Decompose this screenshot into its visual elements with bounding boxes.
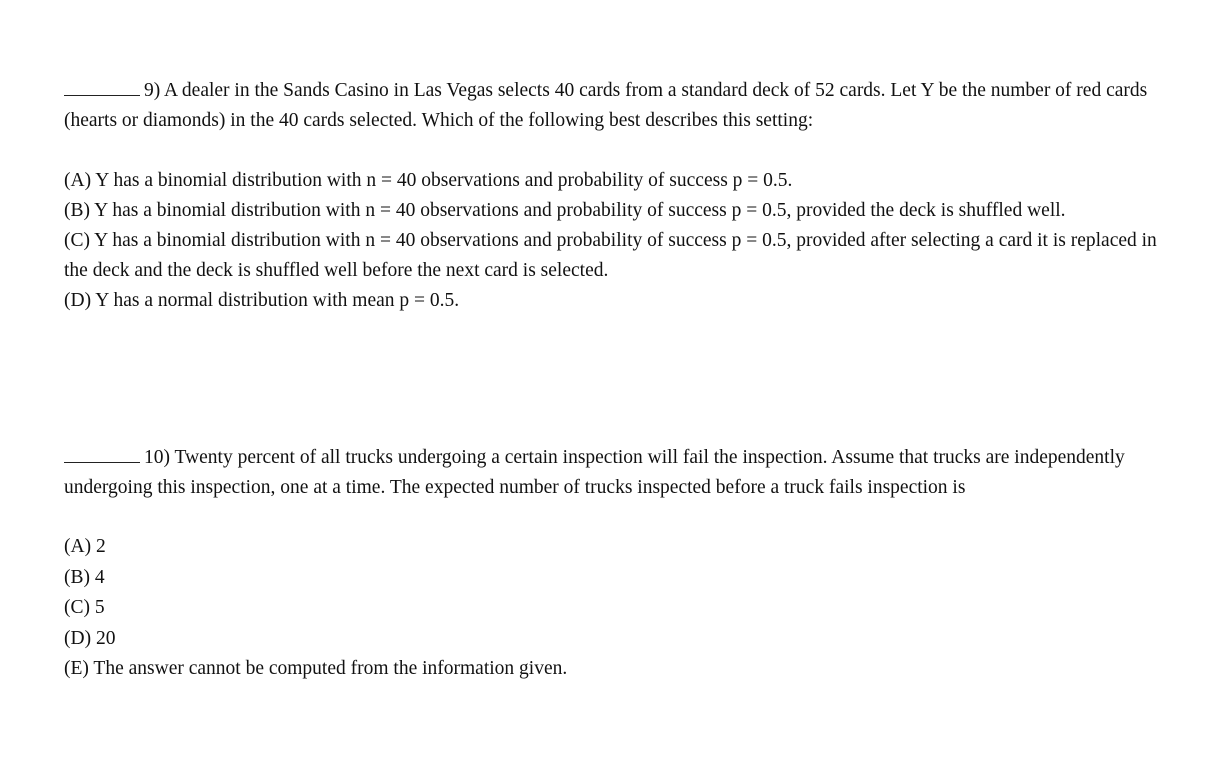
option-d: (D) 20 (64, 627, 116, 649)
option-a: (A) 2 (64, 536, 106, 557)
answer-options (64, 166, 1174, 316)
option-b: (B) Y has a binomial distribution with n = 40 observations and probability of success p = 0.5, provided the deck is shuffled well. (64, 200, 1066, 221)
option-b: (B) 4 (64, 566, 105, 588)
question-stem (64, 440, 1174, 503)
question-text: 9) A dealer in the Sands Casino in Las Vegas selects 40 cards from a standard deck of 52 cards. Let Y be the number of red cards (hearts or diamonds) in the 40 cards selected. Which of the following best describes this setting: (64, 80, 1148, 131)
question-stem (64, 73, 1174, 136)
answer-blank[interactable] (64, 73, 140, 96)
option-e: (E) The answer cannot be computed from the information given. (64, 658, 568, 679)
question-text: 10) Twenty percent of all trucks undergoing a certain inspection will fail the inspection. Assume that trucks are independently undergoing this inspection, one at a time. The expected number of trucks inspected before a truck fails inspection is (64, 447, 1125, 498)
question-9 (64, 73, 1174, 316)
question-10 (64, 440, 1174, 685)
answer-options (64, 532, 1174, 685)
answer-blank[interactable] (64, 440, 140, 463)
option-d: (D) Y has a normal distribution with mean p = 0.5. (64, 290, 460, 311)
option-c: (C) Y has a binomial distribution with n = 40 observations and probability of success p = 0.5, provided after selecting a card it is replaced in the deck and the deck is shuffled well before the next card is selected. (64, 230, 1157, 281)
option-c: (C) 5 (64, 597, 105, 618)
option-a: (A) Y has a binomial distribution with n = 40 observations and probability of success p = 0.5. (64, 170, 793, 191)
